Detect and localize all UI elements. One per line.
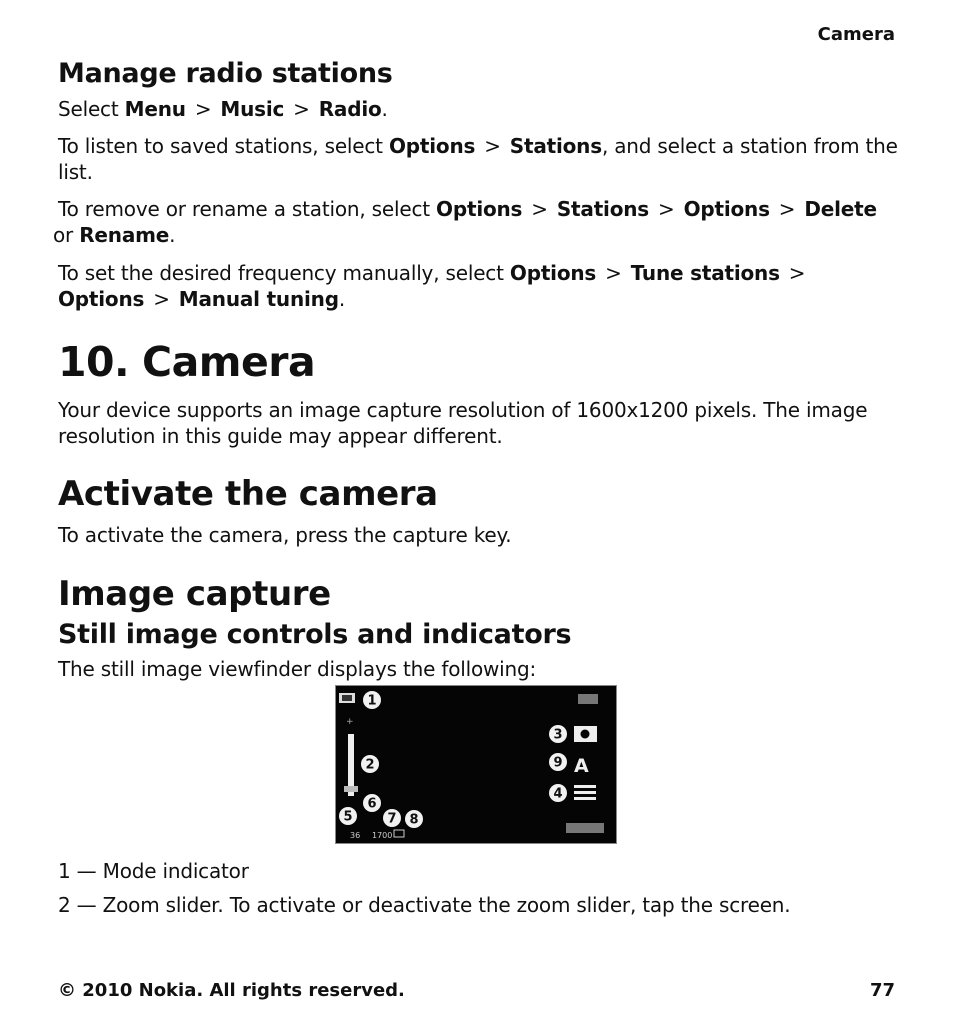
callout-number-8: 8 [409, 812, 419, 828]
section-title-activate: Activate the camera [58, 474, 438, 514]
paragraph-manual-tuning: To set the desired frequency manually, select Options > Tune stations > Options > Manual tuning. [58, 261, 806, 311]
chapter-heading [58, 338, 315, 386]
resolution-label: 1700 [372, 831, 393, 840]
viewfinder-illustration [335, 685, 617, 844]
legend-item-1: 1 — Mode indicator [58, 859, 249, 883]
callout-number-7: 7 [387, 811, 397, 827]
camera-mode-icon-inner [342, 695, 352, 701]
zoom-plus-label: + [346, 717, 354, 727]
zoom-slider-handle [344, 786, 358, 792]
paragraph-remove-rename: To remove or rename a station, select Options > Stations > Options > Delete or Rename. [53, 197, 877, 247]
callout-number-9: 9 [553, 755, 563, 771]
top-right-indicator [578, 694, 598, 704]
legend-item-2: 2 — Zoom slider. To activate or deactivate the zoom slider, tap the screen. [58, 893, 791, 917]
callout-number-6: 6 [367, 796, 377, 812]
subsection-title-controls: Still image controls and indicators [58, 619, 572, 650]
bottom-right-indicator [566, 823, 604, 833]
footer-page-number: 77 [869, 980, 895, 1001]
section-title-radio: Manage radio stations [58, 58, 393, 89]
callout-number-2: 2 [365, 757, 375, 773]
activate-text: To activate the camera, press the capture key. [58, 523, 512, 547]
capture-camera-lens-icon [581, 730, 590, 739]
viewfinder-svg [336, 686, 616, 843]
callout-number-1: 1 [367, 693, 377, 709]
capture-intro: The still image viewfinder displays the following: [58, 657, 537, 681]
footer-copyright: © 2010 Nokia. All rights reserved. [58, 980, 405, 1001]
chapter-title: Camera [142, 338, 316, 386]
callout-number-4: 4 [553, 786, 563, 802]
scene-mode-icon: A [574, 755, 589, 777]
chapter-number: 10. [58, 338, 130, 386]
chapter-intro: Your device supports an image capture resolution of 1600x1200 pixels. The image resolution in this guide may appear different. [58, 398, 868, 448]
running-header: Camera [817, 24, 895, 45]
storage-icon [394, 830, 404, 837]
paragraph-select-radio: Select Menu > Music > Radio. [58, 97, 388, 121]
callout-number-3: 3 [553, 727, 563, 743]
image-count-label: 36 [350, 831, 361, 840]
callout-markers [339, 691, 567, 828]
menu-icon [574, 785, 596, 800]
section-title-capture: Image capture [58, 574, 331, 614]
paragraph-listen-stations: To listen to saved stations, select Options > Stations, and select a station from the list. [58, 134, 898, 184]
callout-number-5: 5 [343, 809, 353, 825]
